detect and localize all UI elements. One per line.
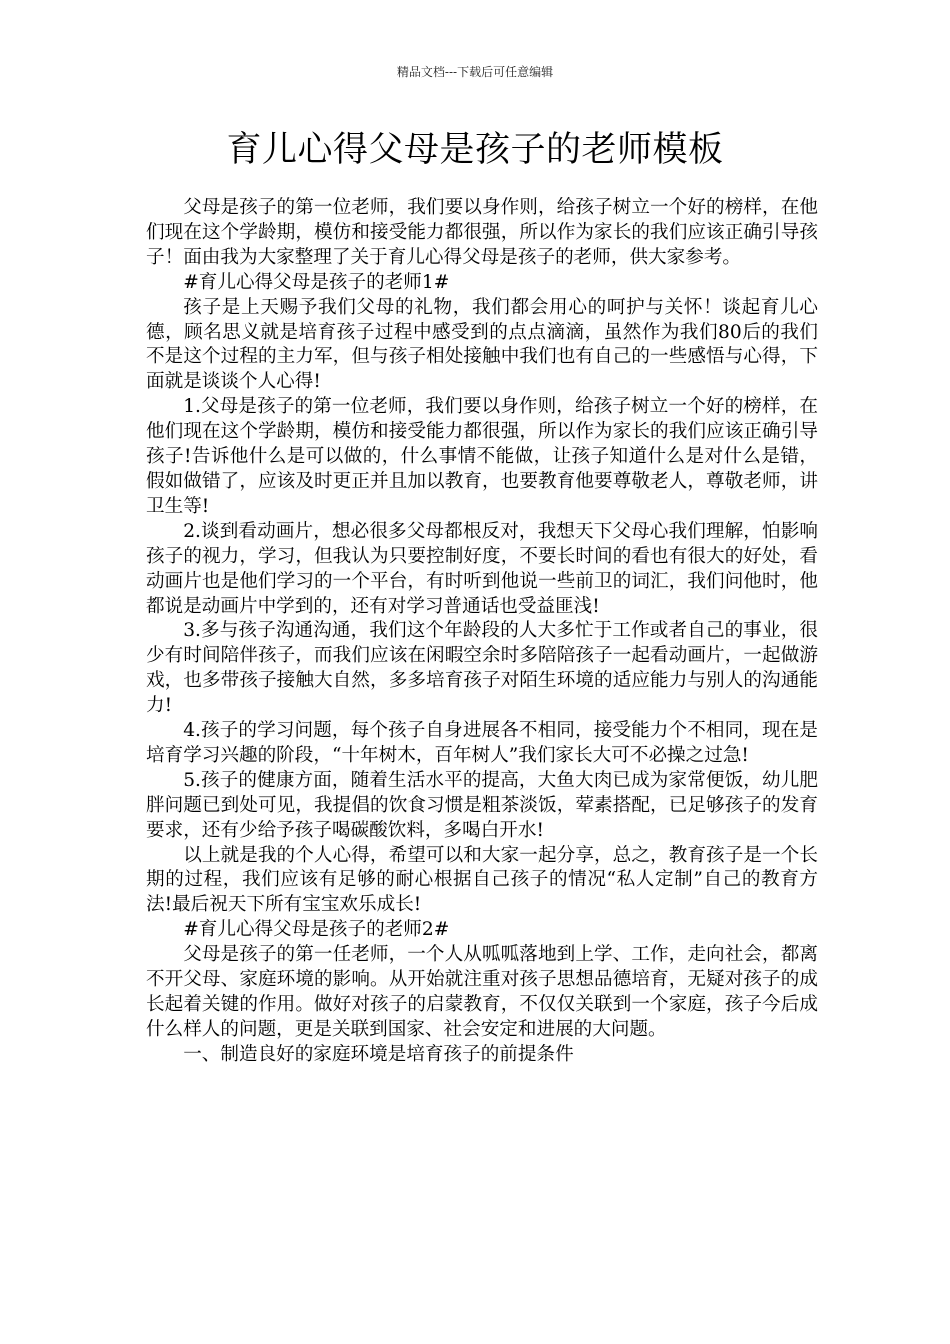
body-paragraph: 孩子是上天赐予我们父母的礼物，我们都会用心的呵护与关怀！谈起育儿心德，顾名思义就是培育孩子过程中感受到的点点滴滴，虽然作为我们80后的我们不是这个过程的主力军，但与孩子相处接触中我们也有自己的一些感悟与心得，下面就是谈谈个人心得! [146,296,818,393]
document-title: 育儿心得父母是孩子的老师模板 [226,130,724,170]
section-heading-2: #育儿心得父母是孩子的老师2# [183,919,450,941]
subheading-1: 一、制造良好的家庭环境是培育孩子的前提条件 [183,1043,574,1065]
numbered-point-1: 1.父母是孩子的第一位老师，我们要以身作则，给孩子树立一个好的榜样，在他们现在这个学龄期，模仿和接受能力都很强，所以作为家长的我们应该正确引导孩子!告诉他什么是可以做的，什么事情不能做，让孩子知道什么是对什么是错，假如做错了，应该及时更正并且加以教育，也要教育他要尊敬老人，尊敬老师，讲卫生等! [146,396,818,517]
numbered-point-5: 5.孩子的健康方面，随着生活水平的提高，大鱼大肉已成为家常便饭，幼儿肥胖问题已到处可见，我提倡的饮食习惯是粗茶淡饭，荤素搭配，已足够孩子的发育要求，还有少给予孩子喝碳酸饮料，多喝白开水! [146,769,818,841]
section-heading-1: #育儿心得父母是孩子的老师1# [183,271,450,293]
document-body [146,196,818,1068]
header-note: 精品文档---下载后可任意编辑 [396,65,554,79]
numbered-point-3: 3.多与孩子沟通沟通，我们这个年龄段的人大多忙于工作或者自己的事业，很少有时间陪伴孩子，而我们应该在闲暇空余时多陪陪孩子一起看动画片，一起做游戏，也多带孩子接触大自然，多多培育孩子对陌生环境的适应能力与别人的沟通能力! [146,620,818,717]
numbered-point-2: 2.谈到看动画片，想必很多父母都根反对，我想天下父母心我们理解，怕影响孩子的视力，学习，但我认为只要控制好度，不要长时间的看也有很大的好处，看动画片也是他们学习的一个平台，有时听到他说一些前卫的词汇，我们问他时，他都说是动画片中学到的，还有对学习普通话也受益匪浅! [146,520,818,617]
body-paragraph: 父母是孩子的第一任老师，一个人从呱呱落地到上学、工作，走向社会，都离不开父母、家庭环境的影响。从开始就注重对孩子思想品德培育，无疑对孩子的成长起着关键的作用。做好对孩子的启蒙教育，不仅仅关联到一个家庭，孩子今后成什么样人的问题，更是关联到国家、社会安定和进展的大问题。 [146,944,818,1040]
intro-paragraph: 父母是孩子的第一位老师，我们要以身作则，给孩子树立一个好的榜样，在他们现在这个学龄期，模仿和接受能力都很强，所以作为家长的我们应该正确引导孩子！面由我为大家整理了关于育儿心得父母是孩子的老师，供大家参考。 [146,197,818,268]
summary-paragraph: 以上就是我的个人心得，希望可以和大家一起分享，总之，教育孩子是一个长期的过程，我们应该有足够的耐心根据自己孩子的情况“私人定制”自己的教育方法!最后祝天下所有宝宝欢乐成长! [146,844,818,916]
numbered-point-4: 4.孩子的学习问题，每个孩子自身进展各不相同，接受能力个不相同，现在是培育学习兴趣的阶段，“十年树木，百年树人”我们家长大可不必操之过急! [146,720,818,766]
